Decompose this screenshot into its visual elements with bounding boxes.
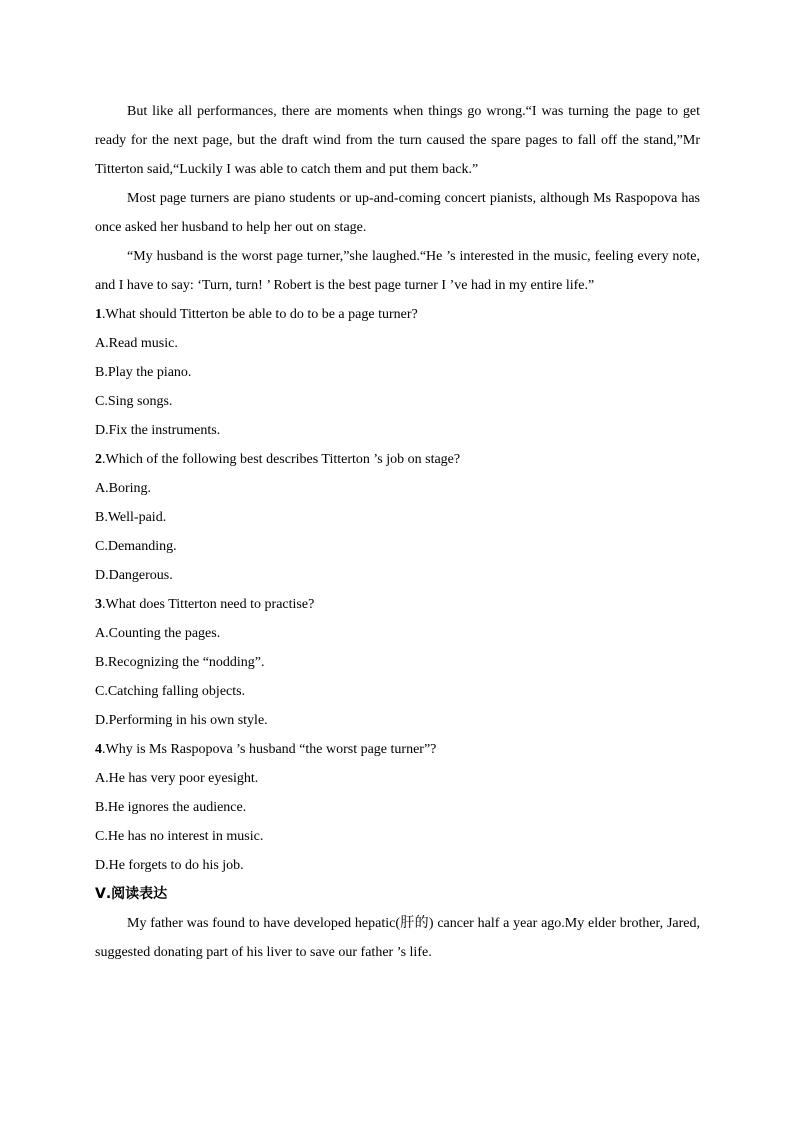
- question-stem: [95, 590, 700, 619]
- question-stem: [95, 445, 700, 474]
- section-5: [95, 880, 700, 967]
- question-number: 4: [95, 742, 102, 757]
- reading-passage: [95, 97, 700, 300]
- question-2: [95, 445, 700, 590]
- option-b: B.Recognizing the “nodding”.: [95, 655, 265, 670]
- question-4: [95, 735, 700, 880]
- passage-paragraph: But like all performances, there are moments when things go wrong.“I was turning the page to get ready for the next page, but the draft wind from the turn caused the spare pages to fall off the stand,”Mr Titterton said,“Luckily I was able to catch them and put them back.”: [95, 104, 700, 177]
- question-stem: [95, 300, 700, 329]
- passage-paragraph: Most page turners are piano students or up-and-coming concert pianists, although Ms Raspopova has once asked her husband to help her out on stage.: [95, 191, 700, 235]
- option-b: B.Well-paid.: [95, 510, 167, 525]
- question-3: [95, 590, 700, 735]
- question-stem: [95, 735, 700, 764]
- question-text: .Why is Ms Raspopova ’s husband “the worst page turner”?: [102, 742, 437, 757]
- option-c: C.He has no interest in music.: [95, 829, 264, 844]
- question-1: [95, 300, 700, 445]
- question-text: .What should Titterton be able to do to be a page turner?: [102, 307, 418, 322]
- option-d: D.Performing in his own style.: [95, 713, 268, 728]
- document-page: [95, 97, 700, 967]
- question-number: 3: [95, 597, 102, 612]
- option-a: A.Boring.: [95, 481, 151, 496]
- option-b: B.He ignores the audience.: [95, 800, 247, 815]
- question-number: 2: [95, 452, 102, 467]
- option-b: B.Play the piano.: [95, 365, 192, 380]
- option-d: D.Fix the instruments.: [95, 423, 221, 438]
- section-heading: Ⅴ.阅读表达: [95, 886, 168, 902]
- option-a: A.Counting the pages.: [95, 626, 221, 641]
- option-a: A.Read music.: [95, 336, 178, 351]
- option-c: C.Sing songs.: [95, 394, 173, 409]
- question-text: .What does Titterton need to practise?: [102, 597, 315, 612]
- option-d: D.Dangerous.: [95, 568, 173, 583]
- passage-paragraph: “My husband is the worst page turner,”she laughed.“He ’s interested in the music, feeling every note, and I have to say: ‘Turn, turn! ’ Robert is the best page turner I ’ve had in my entire life.”: [95, 249, 700, 293]
- option-a: A.He has very poor eyesight.: [95, 771, 259, 786]
- section-paragraph: My father was found to have developed hepatic(肝的) cancer half a year ago.My elder brother, Jared, suggested donating part of his liver to save our father ’s life.: [95, 916, 700, 960]
- question-number: 1: [95, 307, 102, 322]
- option-c: C.Catching falling objects.: [95, 684, 246, 699]
- option-c: C.Demanding.: [95, 539, 177, 554]
- question-text: .Which of the following best describes Titterton ’s job on stage?: [102, 452, 461, 467]
- option-d: D.He forgets to do his job.: [95, 858, 244, 873]
